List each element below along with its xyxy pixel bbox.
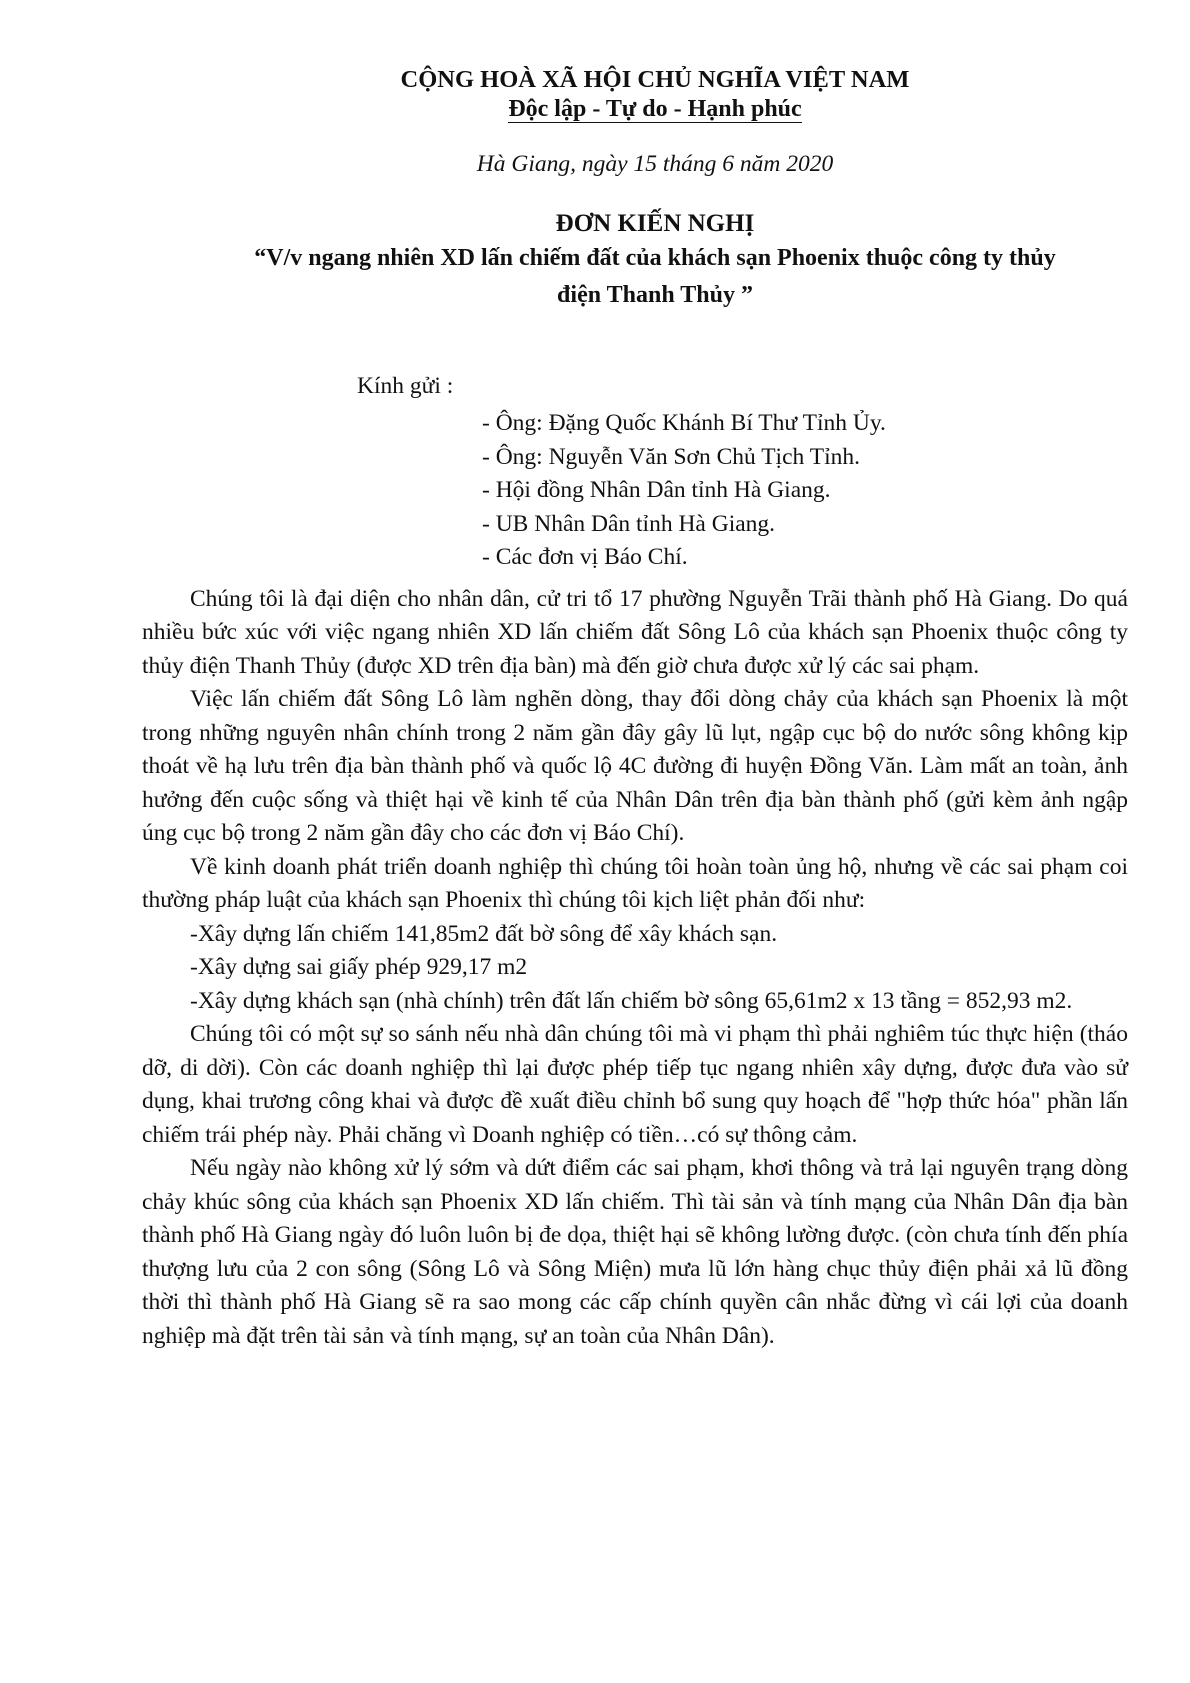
subject-line-2: điện Thanh Thủy ”: [557, 282, 753, 308]
document-body: [142, 583, 1128, 1354]
national-motto: [142, 96, 1128, 123]
document-title: ĐƠN KIẾN NGHỊ: [555, 210, 755, 237]
violation-item: -Xây dựng lấn chiếm 141,85m2 đất bờ sông để xây khách sạn.: [190, 920, 778, 947]
recipient-item: - Các đơn vị Báo Chí.: [482, 544, 688, 570]
salutation: Kính gửi :: [357, 373, 454, 399]
recipient-item: - Ông: Đặng Quốc Khánh Bí Thư Tỉnh Ủy.: [482, 410, 886, 436]
motto-text: Độc lập - Tự do - Hạnh phúc: [508, 96, 802, 122]
recipient-item: - Ông: Nguyễn Văn Sơn Chủ Tịch Tỉnh.: [482, 443, 860, 470]
recipient-item: - Hội đồng Nhân Dân tỉnh Hà Giang.: [482, 477, 831, 503]
national-title: CỘNG HOÀ XÃ HỘI CHỦ NGHĨA VIỆT NAM: [400, 66, 910, 93]
recipient-list: [142, 407, 1128, 575]
place-date: Hà Giang, ngày 15 tháng 6 năm 2020: [476, 151, 834, 177]
violation-item: -Xây dựng khách sạn (nhà chính) trên đất lấn chiếm bờ sông 65,61m2 x 13 tầng = 852,93 m2.: [190, 987, 1073, 1014]
violation-item: -Xây dựng sai giấy phép 929,17 m2: [190, 954, 528, 980]
body-paragraph: Chúng tôi là đại diện cho nhân dân, cử tri tổ 17 phường Nguyễn Trãi thành phố Hà Giang. Do quá nhiều bức xúc với việc ngang nhiên XD lấn chiếm đất Sông Lô của khách sạn Phoenix thuộc công ty thủy điện Thanh Thủy (được XD trên địa bàn) mà đến giờ chưa được xử lý các sai phạm.: [142, 585, 1128, 679]
body-paragraph: Nếu ngày nào không xử lý sớm và dứt điểm các sai phạm, khơi thông và trả lại nguyên trạng dòng chảy khúc sông của khách sạn Phoenix XD lấn chiếm. Thì tài sản và tính mạng của Nhân Dân địa bàn thành phố Hà Giang ngày đó luôn luôn bị đe dọa, thiệt hại sẽ không lường được. (còn chưa tính đến phía thượng lưu của 2 con sông (Sông Lô và Sông Miện) mưa lũ lớn hàng chục thủy điện phải xả lũ đồng thời thì thành phố Hà Giang sẽ ra sao mong các cấp chính quyền cân nhắc đừng vì cái lợi của doanh nghiệp mà đặt trên tài sản và tính mạng, sự an toàn của Nhân Dân).: [142, 1155, 1128, 1349]
recipient-item: - UB Nhân Dân tỉnh Hà Giang.: [482, 510, 776, 537]
subject-line-1: “V/v ngang nhiên XD lấn chiếm đất của khách sạn Phoenix thuộc công ty thủy: [254, 245, 1056, 271]
document-subject: [142, 240, 1128, 314]
body-paragraph: Về kinh doanh phát triển doanh nghiệp thì chúng tôi hoàn toàn ủng hộ, nhưng về các sai phạm coi thường pháp luật của khách sạn Phoenix thì chúng tôi kịch liệt phản đối như:: [142, 853, 1128, 913]
body-paragraph: Việc lấn chiếm đất Sông Lô làm nghẽn dòng, thay đổi dòng chảy của khách sạn Phoenix là một trong những nguyên nhân chính trong 2 năm gần đây gây lũ lụt, ngập cục bộ do nước sông không kịp thoát về hạ lưu trên địa bàn thành phố và quốc lộ 4C đường đi huyện Đồng Văn. Làm mất an toàn, ảnh hưởng đến cuộc sống và thiệt hại về kinh tế của Nhân Dân trên địa bàn thành phố (gửi kèm ảnh ngập úng cục bộ trong 2 năm gần đây cho các đơn vị Báo Chí).: [142, 686, 1128, 846]
body-paragraph: Chúng tôi có một sự so sánh nếu nhà dân chúng tôi mà vi phạm thì phải nghiêm túc thực hiện (tháo dỡ, di dời). Còn các doanh nghiệp thì lại được phép tiếp tục ngang nhiên xây dựng, được đưa vào sử dụng, khai trương công khai và được đề xuất điều chỉnh bổ sung quy hoạch để "hợp thức hóa" phần lấn chiếm trái phép này. Phải chăng vì Doanh nghiệp có tiền…có sự thông cảm.: [142, 1021, 1128, 1148]
